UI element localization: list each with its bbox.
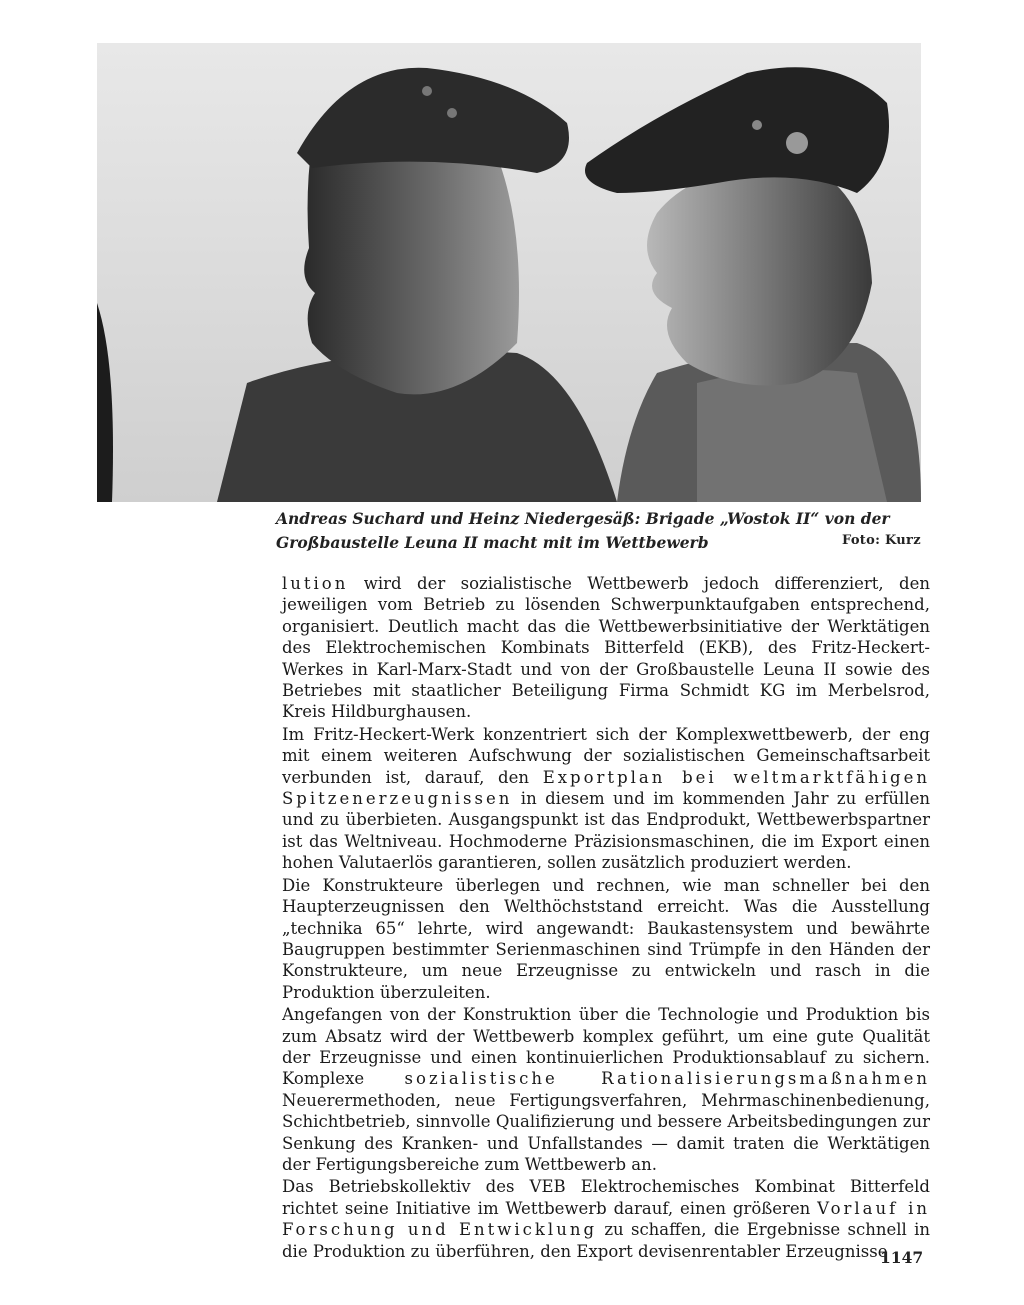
workers-photo-illustration — [97, 43, 921, 502]
paragraph-2-text-b: in diesem und im kommenden Jahr zu erfüllen und zu überbieten. Ausgangspunkt ist das Endprodukt, Wettbewerbspartner ist das Weltniveau. Hochmoderne Präzisionsmaschinen, die im Export einen hohen Valutaerlös garantieren, sollen zusätzlich produziert werden. — [282, 789, 930, 873]
paragraph-5 — [282, 1176, 930, 1262]
paragraph-5-text-a: Das Betriebskollektiv des VEB Elektrochemisches Kombinat Bitterfeld richtet seine Initiative im Wettbewerb darauf, einen größeren — [282, 1177, 930, 1218]
spaced-phrase: Exportplan bei weltmarktfähigen Spitzenerzeugnissen — [282, 767, 931, 809]
spaced-phrase: Vorlauf in Forschung und Entwicklung — [282, 1198, 930, 1240]
paragraph-4 — [282, 1004, 930, 1175]
article-body — [282, 573, 930, 1262]
paragraph-2-text-a: Im Fritz-Heckert-Werk konzentriert sich der Komplexwettbewerb, der eng mit einem weiteren Aufschwung der sozialistischen Gemeinschaftsarbeit verbunden ist, darauf, den — [282, 724, 930, 787]
paragraph-3: Die Konstrukteure überlegen und rechnen, wie man schneller bei den Haupterzeugnissen den Welthöchststand erreicht. Was die Ausstellung „technika 65“ lehrte, wird angewandt: Baukastensystem und bewährte Baugruppen bestimmter Serienmaschinen sind Trümpfe in den Händen der Konstrukteure, um neue Erzeugnisse zu entwickeln und rasch in die Produktion überzuleiten. — [282, 875, 930, 1002]
photograph — [97, 43, 921, 502]
photo-credit: Foto: Kurz — [842, 533, 921, 548]
caption-text: Andreas Suchard und Heinz Niedergesäß: Brigade „Wostok II“ von der Großbaustelle Leuna II macht mit im Wettbewerb — [276, 509, 890, 552]
paragraph-4-text-b: Neuerermethoden, neue Fertigungsverfahren, Mehrmaschinenbedienung, Schichtbetrieb, sinnvolle Qualifizierung und bessere Arbeitsbedingungen zur Senkung des Kranken- und Unfallstandes — damit traten die Werktätigen der Fertigungsbereiche zum Wettbewerb an. — [282, 1090, 930, 1174]
photo-caption — [276, 507, 926, 555]
paragraph-1 — [282, 573, 930, 723]
paragraph-5-text-b: zu schaffen, die Ergebnisse schnell in die Produktion zu überführen, den Export devisenrentabler Erzeugnisse — [282, 1220, 930, 1261]
page-number: 1147 — [880, 1248, 924, 1267]
paragraph-2 — [282, 724, 930, 874]
paragraph-1-text: wird der sozialistische Wettbewerb jedoch differenziert, den jeweiligen vom Betrieb zu lösenden Schwerpunktaufgaben entsprechend, organisiert. Deutlich macht das die Wettbewerbsinitiative der Werktätigen des Elektrochemischen Kombinats Bitterfeld (EKB), des Fritz-Heckert-Werkes in Karl-Marx-Stadt und von der Großbaustelle Leuna II sowie des Betriebes mit staatlicher Beteiligung Firma Schmidt KG im Merbelsrod, Kreis Hildburghausen. — [282, 574, 930, 722]
spaced-phrase: sozialistische Rationalisierungsmaßnahmen — [404, 1069, 930, 1089]
spaced-word: lution — [282, 574, 349, 593]
paragraph-4-text-a: Angefangen von der Konstruktion über die Technologie und Produktion bis zum Absatz wird der Wettbewerb komplex geführt, um eine gute Qualität der Erzeugnisse und einen kontinuierlichen Produktionsablauf zu sichern. Komplexe — [282, 1005, 930, 1089]
